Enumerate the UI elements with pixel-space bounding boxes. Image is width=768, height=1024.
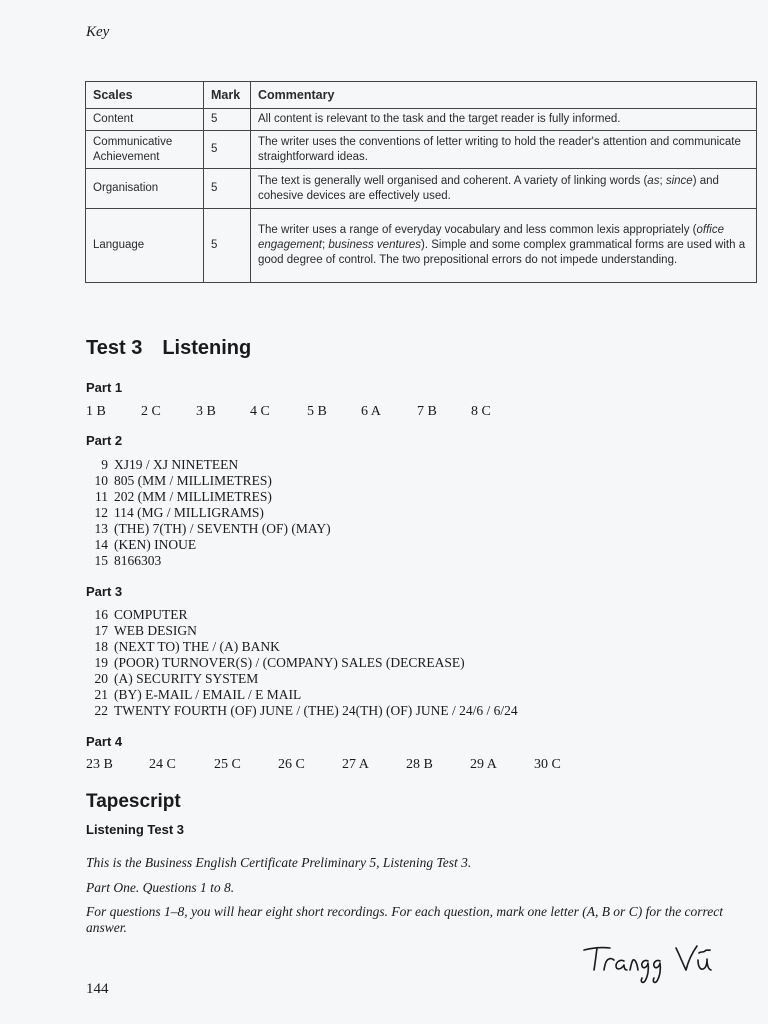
answer-item: 23 B xyxy=(86,757,113,772)
answer-text: TWENTY FOURTH (OF) JUNE / (THE) 24(TH) (OF) JUNE / 24/6 / 6/24 xyxy=(114,703,518,718)
answer-item: 5 B xyxy=(307,404,327,419)
commentary-emphasis: office engagement xyxy=(258,224,724,251)
part4-answers xyxy=(86,757,574,773)
commentary-text: ; xyxy=(659,174,666,187)
tapescript-line: For questions 1–8, you will hear eight short recordings. For each question, mark one letter (A, B or C) for the correct answer. xyxy=(86,904,724,935)
list-item xyxy=(86,687,518,703)
answer-text: (POOR) TURNOVER(S) / (COMPANY) SALES (DECREASE) xyxy=(114,655,465,670)
table-row xyxy=(86,109,757,131)
list-item xyxy=(86,505,331,521)
commentary-cell: The writer uses the conventions of letter writing to hold the reader's attention and communicate straightforward ideas. xyxy=(251,131,757,169)
question-number: 22 xyxy=(94,703,108,718)
answer-item: 3 B xyxy=(196,404,216,419)
list-item xyxy=(86,457,331,473)
answer-text: (KEN) INOUE xyxy=(114,537,197,552)
table-row xyxy=(86,209,757,283)
commentary-cell: All content is relevant to the task and the target reader is fully informed. xyxy=(251,109,757,131)
part3-answer-list xyxy=(86,607,518,719)
scale-cell: Organisation xyxy=(86,169,204,209)
answer-text: XJ19 / XJ NINETEEN xyxy=(114,457,239,472)
answer-text: (BY) E-MAIL / EMAIL / E MAIL xyxy=(114,687,302,702)
tapescript-line: This is the Business English Certificate Preliminary 5, Listening Test 3. xyxy=(86,855,472,870)
answer-item: 25 C xyxy=(214,757,241,772)
answer-item: 29 A xyxy=(470,757,497,772)
question-number: 20 xyxy=(94,671,108,686)
table-row xyxy=(86,169,757,209)
list-item xyxy=(86,537,331,553)
question-number: 12 xyxy=(94,505,108,520)
question-number: 21 xyxy=(94,687,108,702)
answer-text: (A) SECURITY SYSTEM xyxy=(114,671,259,686)
table-row xyxy=(86,131,757,169)
commentary-emphasis: as xyxy=(647,174,660,187)
list-item xyxy=(86,473,331,489)
section-title xyxy=(86,337,251,360)
answer-text: (NEXT TO) THE / (A) BANK xyxy=(114,639,280,654)
part1-answers xyxy=(86,404,511,420)
answer-item: 30 C xyxy=(534,757,561,772)
tapescript-line: Part One. Questions 1 to 8. xyxy=(86,880,235,895)
part3-label: Part 3 xyxy=(86,584,123,599)
commentary-cell xyxy=(251,169,757,209)
answer-text: 114 (MG / MILLIGRAMS) xyxy=(114,505,264,520)
section-title-listening: Listening xyxy=(162,337,252,359)
question-number: 18 xyxy=(94,639,108,654)
table-header-row xyxy=(86,82,757,109)
answer-item: 1 B xyxy=(86,404,106,419)
list-item xyxy=(86,639,518,655)
part2-answer-list xyxy=(86,457,331,569)
page-number: 144 xyxy=(86,981,109,997)
part4-label: Part 4 xyxy=(86,734,123,749)
tapescript-title: Tapescript xyxy=(86,791,181,812)
answer-item: 27 A xyxy=(342,757,369,772)
question-number: 9 xyxy=(101,457,108,472)
commentary-cell xyxy=(251,209,757,283)
commentary-emphasis: business ventures xyxy=(328,239,422,251)
answer-text: 805 (MM / MILLIMETRES) xyxy=(114,473,272,488)
answer-item: 4 C xyxy=(250,404,270,419)
scale-cell: Language xyxy=(86,209,204,283)
question-number: 15 xyxy=(94,553,108,568)
answer-item: 6 A xyxy=(361,404,381,419)
question-number: 14 xyxy=(94,537,108,552)
answer-item: 2 C xyxy=(141,404,161,419)
question-number: 11 xyxy=(95,489,108,504)
list-item xyxy=(86,671,518,687)
part1-label: Part 1 xyxy=(86,380,123,395)
list-item xyxy=(86,703,518,719)
answer-text: COMPUTER xyxy=(114,607,188,622)
mark-cell: 5 xyxy=(204,209,251,283)
mark-cell: 5 xyxy=(204,109,251,131)
commentary-text: The writer uses a range of everyday vocabulary and less common lexis appropriately ( xyxy=(258,224,697,236)
commentary-text: ) and cohesive devices are effectively used. xyxy=(258,174,719,202)
column-header: Scales xyxy=(86,82,204,109)
tapescript-subtitle: Listening Test 3 xyxy=(86,822,184,837)
mark-cell: 5 xyxy=(204,169,251,209)
answer-item: 24 C xyxy=(149,757,176,772)
answer-item: 8 C xyxy=(471,404,491,419)
list-item xyxy=(86,655,518,671)
answer-text: 202 (MM / MILLIMETRES) xyxy=(114,489,272,504)
commentary-text: ; xyxy=(321,239,329,251)
scale-cell: Communicative Achievement xyxy=(86,131,204,169)
column-header: Mark xyxy=(204,82,251,109)
assessment-table xyxy=(85,81,757,283)
part2-label: Part 2 xyxy=(86,433,123,448)
question-number: 19 xyxy=(94,655,108,670)
list-item xyxy=(86,623,518,639)
question-number: 13 xyxy=(94,521,108,536)
column-header: Commentary xyxy=(251,82,757,109)
answer-text: (THE) 7(TH) / SEVENTH (OF) (MAY) xyxy=(114,521,331,536)
question-number: 10 xyxy=(94,473,108,488)
running-head: Key xyxy=(86,24,110,40)
answer-text: 8166303 xyxy=(114,553,162,568)
list-item xyxy=(86,489,331,505)
list-item xyxy=(86,521,331,537)
commentary-emphasis: since xyxy=(665,174,693,187)
answer-item: 28 B xyxy=(406,757,433,772)
commentary-text: ). Simple and some complex grammatical forms are used with a good degree of control. The two prepositional errors do not impede understanding. xyxy=(258,239,746,266)
question-number: 16 xyxy=(94,607,108,622)
mark-cell: 5 xyxy=(204,131,251,169)
answer-item: 7 B xyxy=(417,404,437,419)
list-item xyxy=(86,607,518,623)
commentary-text: The text is generally well organised and coherent. A variety of linking words ( xyxy=(258,174,648,187)
scale-cell: Content xyxy=(86,109,204,131)
answer-item: 26 C xyxy=(278,757,305,772)
question-number: 17 xyxy=(94,623,108,638)
list-item xyxy=(86,553,331,569)
answer-text: WEB DESIGN xyxy=(114,623,197,638)
handwritten-signature xyxy=(580,938,730,986)
section-title-test: Test 3 xyxy=(86,337,143,359)
